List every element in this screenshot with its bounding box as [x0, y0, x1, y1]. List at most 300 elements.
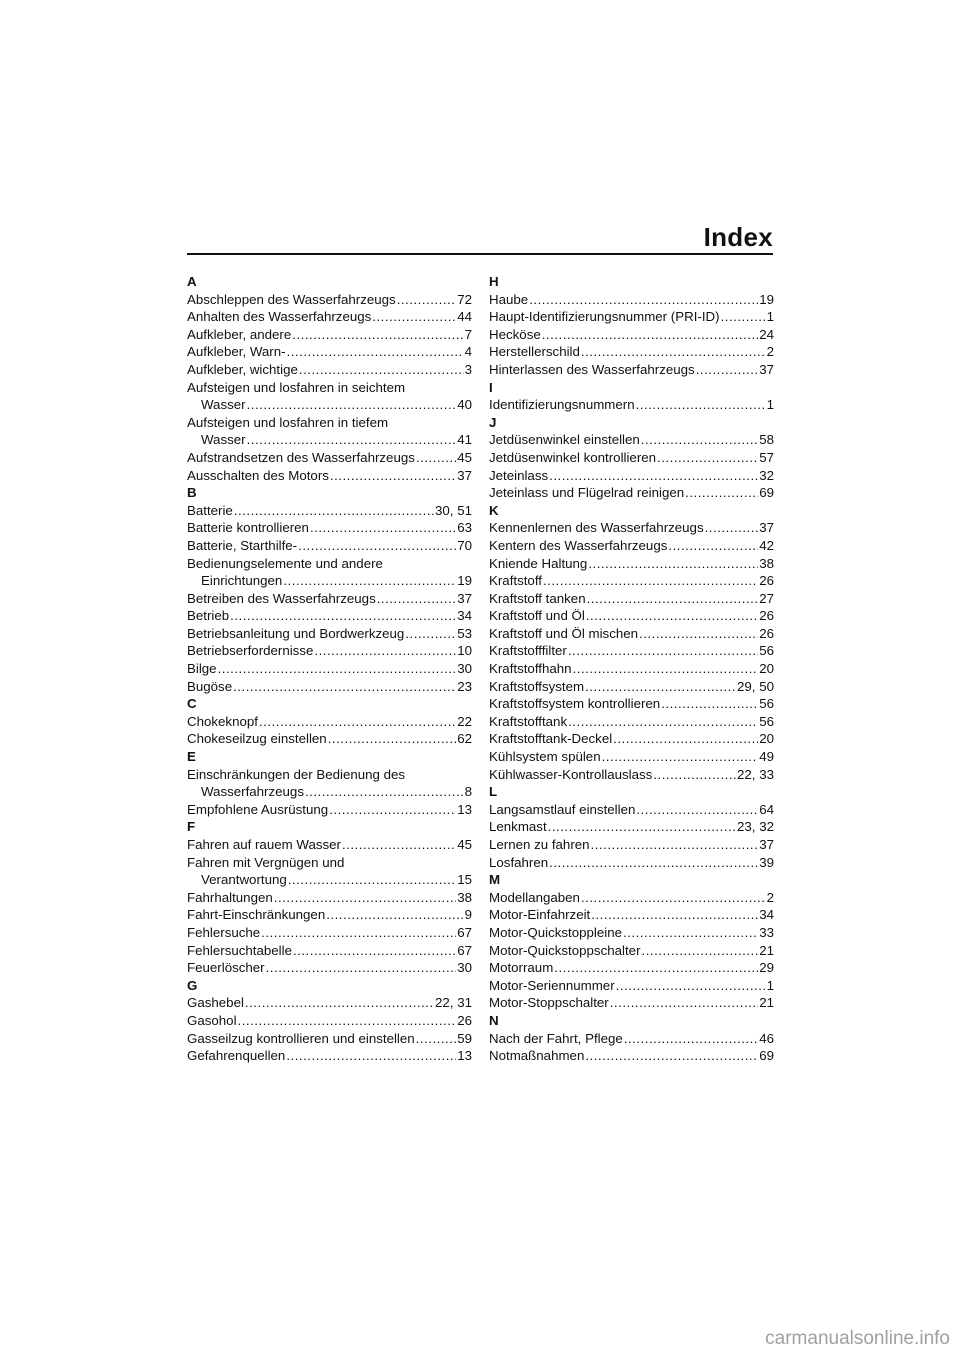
- index-entry-page: 29, 50: [737, 678, 774, 694]
- index-entry-label: Wasser: [201, 397, 246, 413]
- index-entry: [489, 801, 774, 819]
- dot-leader: [298, 537, 456, 555]
- dot-leader: [247, 396, 457, 414]
- dot-leader: [238, 1012, 457, 1030]
- index-entry-page: 42: [759, 537, 774, 553]
- dot-leader: [653, 766, 736, 784]
- index-section-letter: G: [187, 977, 198, 993]
- index-entry: [187, 836, 472, 854]
- index-entry-label: Langsamstlauf einstellen: [489, 801, 636, 817]
- dot-leader: [661, 695, 758, 713]
- dot-leader: [548, 818, 736, 836]
- index-entry-page: 22: [457, 713, 472, 729]
- dot-leader: [602, 748, 759, 766]
- index-entry: [187, 572, 472, 590]
- index-entry-page: 38: [759, 555, 774, 571]
- dot-leader: [623, 924, 758, 942]
- index-entry-label: Batterie kontrollieren: [187, 520, 309, 536]
- index-entry-page: 21: [759, 995, 774, 1011]
- index-entry-label: Chokeseilzug einstellen: [187, 731, 327, 747]
- index-entry-label: Gashebel: [187, 995, 244, 1011]
- index-column-left: [187, 273, 472, 1065]
- index-entry-page: 30: [457, 960, 472, 976]
- index-entry-label: Haupt-Identifizierungsnummer (PRI-ID): [489, 309, 720, 325]
- dot-leader: [639, 625, 758, 643]
- index-entry-label: Jetdüsenwinkel einstellen: [489, 432, 640, 448]
- dot-leader: [696, 361, 759, 379]
- index-entry-label: Kühlwasser-Kontrollauslass: [489, 766, 653, 782]
- index-entry: [489, 836, 774, 854]
- index-entry: [489, 642, 774, 660]
- index-entry-label: Batterie: [187, 502, 233, 518]
- index-entry-page: 40: [457, 397, 472, 413]
- dot-leader: [542, 326, 758, 344]
- index-entry-page: 26: [759, 608, 774, 624]
- index-entry-label: Gefahrenquellen: [187, 1048, 286, 1064]
- index-entry-page: 22, 33: [737, 766, 774, 782]
- index-entry-page: 53: [457, 625, 472, 641]
- dot-leader: [416, 1030, 457, 1048]
- dot-leader: [286, 1047, 456, 1065]
- dot-leader: [330, 467, 456, 485]
- dot-leader: [245, 994, 434, 1012]
- index-entry-page: 10: [457, 643, 472, 659]
- index-entry: [489, 959, 774, 977]
- index-entry: [187, 431, 472, 449]
- index-entry-page: 38: [457, 889, 472, 905]
- index-entry-page: 49: [759, 749, 774, 765]
- index-entry: [187, 308, 472, 326]
- index-entry-label: Gasohol: [187, 1012, 237, 1028]
- dot-leader: [314, 642, 456, 660]
- index-entry-page: 62: [457, 731, 472, 747]
- index-entry: [489, 678, 774, 696]
- index-entry-label: Betreiben des Wasserfahrzeugs: [187, 590, 376, 606]
- index-entry-label: Anhalten des Wasserfahrzeugs: [187, 309, 372, 325]
- index-entry-label: Wasserfahrzeugs: [201, 784, 304, 800]
- index-entry-label: Motor-Quickstoppleine: [489, 924, 623, 940]
- index-entry-label: Motor-Seriennummer: [489, 977, 615, 993]
- index-entry: [489, 854, 774, 872]
- index-section-letter: E: [187, 749, 196, 765]
- dot-leader: [397, 291, 457, 309]
- dot-leader: [721, 308, 766, 326]
- index-entry: [187, 889, 472, 907]
- index-entry-page: 19: [457, 573, 472, 589]
- index-entry: [187, 1047, 472, 1065]
- dot-leader: [616, 977, 766, 995]
- index-entry-page: 23, 32: [737, 819, 774, 835]
- index-section-letter: I: [489, 379, 493, 395]
- index-entry: [187, 801, 472, 819]
- dot-leader: [587, 590, 759, 608]
- dot-leader: [624, 1030, 758, 1048]
- index-entry-label: Verantwortung: [201, 872, 287, 888]
- index-entry: [489, 590, 774, 608]
- index-entry-page: 37: [457, 590, 472, 606]
- index-entry-page: 64: [759, 801, 774, 817]
- index-entry-page: 58: [759, 432, 774, 448]
- index-entry-page: 67: [457, 942, 472, 958]
- dot-leader: [218, 660, 457, 678]
- index-entry-page: 45: [457, 837, 472, 852]
- dot-leader: [377, 590, 456, 608]
- index-entry-label: Lenkmast: [489, 819, 547, 835]
- index-entry-label: Betriebserfordernisse: [187, 643, 314, 659]
- dot-leader: [588, 555, 758, 573]
- index-section-letter: B: [187, 485, 197, 501]
- dot-leader: [288, 871, 456, 889]
- index-entry: [187, 924, 472, 942]
- index-entry-label: Kraftstoffsystem: [489, 678, 585, 694]
- index-entry-label: Aufkleber, andere: [187, 326, 292, 342]
- index-entry-label: Motor-Stoppschalter: [489, 995, 609, 1011]
- dot-leader: [305, 783, 464, 801]
- index-entry: [489, 660, 774, 678]
- index-entry: [489, 343, 774, 361]
- index-entry-page: 44: [457, 309, 472, 325]
- dot-leader: [568, 713, 758, 731]
- index-entry: [489, 431, 774, 449]
- index-entry-label-line1: Fahren mit Vergnügen und: [187, 854, 345, 870]
- index-entry-label: Kraftstoffsystem kontrollieren: [489, 696, 661, 712]
- index-entry-label: Kniende Haltung: [489, 555, 588, 571]
- index-entry-label: Kraftstofffilter: [489, 643, 567, 659]
- dot-leader: [299, 361, 464, 379]
- index-entry-label: Chokeknopf: [187, 713, 258, 729]
- index-entry-label: Bugöse: [187, 678, 233, 694]
- index-entry-page: 26: [457, 1012, 472, 1028]
- index-entry-page: 34: [759, 907, 774, 923]
- index-entry-page: 37: [759, 520, 774, 536]
- index-entry-page: 45: [457, 449, 472, 465]
- index-entry-page: 59: [457, 1030, 472, 1046]
- dot-leader: [549, 854, 758, 872]
- dot-leader: [416, 449, 456, 467]
- dot-leader: [529, 291, 758, 309]
- index-entry-page: 22, 31: [435, 995, 472, 1011]
- dot-leader: [543, 572, 758, 590]
- index-entry-label: Haube: [489, 291, 529, 307]
- dot-leader: [657, 449, 758, 467]
- dot-leader: [581, 343, 766, 361]
- index-entry: [187, 959, 472, 977]
- index-entry-label: Gasseilzug kontrollieren und einstellen: [187, 1030, 415, 1046]
- index-entry-label: Kraftstoff tanken: [489, 590, 586, 606]
- index-entry-label: Kentern des Wasserfahrzeugs: [489, 537, 668, 553]
- index-entry-page: 34: [457, 608, 472, 624]
- index-entry-page: 20: [759, 661, 774, 677]
- index-entry: [187, 519, 472, 537]
- dot-leader: [274, 889, 456, 907]
- index-entry: [187, 607, 472, 625]
- index-entry: [187, 1012, 472, 1030]
- index-entry-page: 72: [457, 291, 472, 307]
- dot-leader: [610, 994, 758, 1012]
- index-entry-label: Kennenlernen des Wasserfahrzeugs: [489, 520, 704, 536]
- dot-leader: [585, 678, 736, 696]
- index-entry-label: Wasser: [201, 432, 246, 448]
- index-entry: [489, 766, 774, 784]
- dot-leader: [292, 326, 463, 344]
- dot-leader: [585, 1047, 758, 1065]
- dot-leader: [591, 836, 759, 854]
- dot-leader: [310, 519, 456, 537]
- index-entry-label: Bilge: [187, 661, 217, 677]
- dot-leader: [613, 730, 758, 748]
- index-entry-page: 24: [759, 326, 774, 342]
- index-entry: [489, 748, 774, 766]
- index-entry-page: 39: [759, 854, 774, 870]
- dot-leader: [642, 942, 759, 960]
- index-entry-label: Herstellerschild: [489, 344, 580, 360]
- index-entry-page: 23: [457, 678, 472, 694]
- dot-leader: [549, 467, 758, 485]
- index-entry-label: Kühlsystem spülen: [489, 749, 601, 765]
- index-entry-label: Kraftstofftank-Deckel: [489, 731, 613, 747]
- index-entry-label-line1: Einschränkungen der Bedienung des: [187, 766, 406, 782]
- index-entry-label: Fahrhaltungen: [187, 889, 273, 905]
- index-entry-page: 46: [759, 1030, 774, 1046]
- dot-leader: [586, 607, 758, 625]
- dot-leader: [247, 431, 457, 449]
- index-entry-label: Aufkleber, Warn-: [187, 344, 286, 360]
- index-entry-page: 30, 51: [435, 502, 472, 518]
- index-entry: [187, 537, 472, 555]
- index-entry-page: 69: [759, 485, 774, 501]
- index-entry: [489, 730, 774, 748]
- index-entry-label: Notmaßnahmen: [489, 1048, 585, 1064]
- index-section-letter: A: [187, 274, 197, 289]
- index-entry-page: 1: [766, 977, 774, 993]
- index-entry-page: 56: [759, 713, 774, 729]
- index-entry-page: 2: [766, 889, 774, 905]
- index-section-letter: C: [187, 696, 197, 712]
- dot-leader: [405, 625, 456, 643]
- index-entry-page: 15: [457, 872, 472, 888]
- title-rule: [187, 253, 773, 255]
- index-entry: [187, 994, 472, 1012]
- index-section-letter: L: [489, 784, 498, 800]
- index-entry: [187, 906, 472, 924]
- index-entry: [187, 660, 472, 678]
- index-entry-page: 4: [464, 344, 472, 360]
- index-entry-label: Kraftstofftank: [489, 713, 568, 729]
- dot-leader: [342, 836, 456, 854]
- index-entry-label: Motor-Quickstoppschalter: [489, 942, 641, 958]
- index-entry-label: Nach der Fahrt, Pflege: [489, 1030, 623, 1046]
- index-entry: [187, 361, 472, 379]
- index-entry: [187, 783, 472, 801]
- index-entry-page: 2: [766, 344, 774, 360]
- dot-leader: [568, 642, 758, 660]
- index-entry: [489, 519, 774, 537]
- index-entry-page: 69: [759, 1048, 774, 1064]
- index-entry-page: 32: [759, 467, 774, 483]
- index-entry: [187, 449, 472, 467]
- index-entry-page: 56: [759, 643, 774, 659]
- index-entry: [489, 572, 774, 590]
- dot-leader: [287, 343, 464, 361]
- index-entry-label: Abschleppen des Wasserfahrzeugs: [187, 291, 396, 307]
- index-entry: [489, 607, 774, 625]
- dot-leader: [261, 924, 456, 942]
- dot-leader: [581, 889, 766, 907]
- index-entry: [489, 818, 774, 836]
- index-section-letter: J: [489, 414, 497, 430]
- index-entry: [187, 343, 472, 361]
- index-entry: [489, 1030, 774, 1048]
- index-entry-page: 1: [766, 397, 774, 413]
- index-entry-label: Kraftstoff und Öl mischen: [489, 625, 639, 641]
- index-entry-label: Jeteinlass und Flügelrad reinigen: [489, 485, 685, 501]
- dot-leader: [372, 308, 456, 326]
- index-section-letter: H: [489, 274, 499, 289]
- index-entry: [489, 695, 774, 713]
- dot-leader: [293, 942, 456, 960]
- index-entry: [489, 555, 774, 573]
- index-entry: [187, 467, 472, 485]
- index-entry-page: 8: [464, 784, 472, 800]
- index-entry: [489, 942, 774, 960]
- index-entry-label: Kraftstoff und Öl: [489, 608, 585, 624]
- index-entry: [489, 889, 774, 907]
- index-entry: [187, 590, 472, 608]
- index-entry-page: 13: [457, 801, 472, 817]
- index-entry-page: 1: [766, 309, 774, 325]
- dot-leader: [668, 537, 758, 555]
- index-entry: [187, 396, 472, 414]
- index-entry-label: Feuerlöscher: [187, 960, 265, 976]
- index-entry-page: 63: [457, 520, 472, 536]
- index-entry: [489, 291, 774, 309]
- index-entry-label-line1: Bedienungselemente und andere: [187, 555, 383, 571]
- index-entry-page: 37: [457, 467, 472, 483]
- dot-leader: [641, 431, 758, 449]
- index-entry: [187, 1030, 472, 1048]
- dot-leader: [705, 519, 759, 537]
- index-entry: [187, 625, 472, 643]
- index-entry-label: Hinterlassen des Wasserfahrzeugs: [489, 361, 695, 377]
- index-entry-label: Aufkleber, wichtige: [187, 361, 298, 377]
- index-entry-page: 27: [759, 590, 774, 606]
- index-entry-label-line1: Aufsteigen und losfahren in seichtem: [187, 379, 406, 395]
- index-entry: [187, 871, 472, 889]
- index-entry: [489, 537, 774, 555]
- dot-leader: [230, 607, 456, 625]
- index-entry: [187, 642, 472, 660]
- index-entry-label: Modellangaben: [489, 889, 580, 905]
- index-entry-label-line1: Aufsteigen und losfahren in tiefem: [187, 414, 389, 430]
- index-entry-page: 70: [457, 537, 472, 553]
- index-entry: [489, 1047, 774, 1065]
- index-entry: [489, 713, 774, 731]
- index-entry-label: Lernen zu fahren: [489, 837, 590, 852]
- index-entry: [187, 678, 472, 696]
- index-entry-label: Empfohlene Ausrüstung: [187, 801, 329, 817]
- index-entry-page: 26: [759, 625, 774, 641]
- index-entry-label: Fahren auf rauem Wasser: [187, 837, 341, 852]
- index-entry-label: Betrieb: [187, 608, 230, 624]
- index-entry-label: Fahrt-Einschränkungen: [187, 907, 326, 923]
- index-entry-label: Einrichtungen: [201, 573, 283, 589]
- index-entry-page: 29: [759, 960, 774, 976]
- dot-leader: [328, 730, 457, 748]
- index-entry: [489, 484, 774, 502]
- index-entry: [489, 924, 774, 942]
- index-entry: [489, 625, 774, 643]
- index-entry-label: Motorraum: [489, 960, 554, 976]
- dot-leader: [329, 801, 456, 819]
- index-entry-page: 56: [759, 696, 774, 712]
- index-entry-page: 37: [759, 837, 774, 852]
- dot-leader: [233, 678, 456, 696]
- index-entry-label: Betriebsanleitung und Bordwerkzeug: [187, 625, 405, 641]
- index-entry-label: Motor-Einfahrzeit: [489, 907, 591, 923]
- index-entry-label: Fehlersuchtabelle: [187, 942, 292, 958]
- index-entry: [187, 291, 472, 309]
- index-entry-page: 41: [457, 432, 472, 448]
- index-entry: [187, 942, 472, 960]
- index-section-letter: N: [489, 1012, 499, 1028]
- index-entry-page: 26: [759, 573, 774, 589]
- index-entry-label: Fehlersuche: [187, 924, 261, 940]
- index-entry-label: Jeteinlass: [489, 467, 549, 483]
- dot-leader: [326, 906, 463, 924]
- index-entry: [489, 467, 774, 485]
- index-entry: [489, 326, 774, 344]
- dot-leader: [283, 572, 456, 590]
- index-entry-label: Losfahren: [489, 854, 549, 870]
- dot-leader: [259, 713, 456, 731]
- index-entry-page: 19: [759, 291, 774, 307]
- index-entry-label: Jetdüsenwinkel kontrollieren: [489, 449, 657, 465]
- index-entry-page: 21: [759, 942, 774, 958]
- dot-leader: [573, 660, 759, 678]
- index-column-right: [489, 273, 774, 1065]
- index-entry: [489, 396, 774, 414]
- index-entry: [489, 361, 774, 379]
- index-entry-page: 30: [457, 661, 472, 677]
- index-entry-page: 13: [457, 1048, 472, 1064]
- index-entry-page: 33: [759, 924, 774, 940]
- index-entry-label: Kraftstoffhahn: [489, 661, 572, 677]
- index-entry: [187, 713, 472, 731]
- index-entry: [187, 502, 472, 520]
- index-entry: [187, 326, 472, 344]
- index-section-letter: M: [489, 872, 501, 888]
- index-entry: [489, 977, 774, 995]
- page-title: Index: [703, 222, 773, 252]
- index-entry: [489, 308, 774, 326]
- index-section-letter: F: [187, 819, 196, 835]
- index-entry: [187, 730, 472, 748]
- index-entry: [489, 906, 774, 924]
- index-entry: [489, 449, 774, 467]
- index-entry-label: Aufstrandsetzen des Wasserfahrzeugs: [187, 449, 415, 465]
- index-entry-page: 7: [464, 326, 472, 342]
- index-entry-page: 37: [759, 361, 774, 377]
- index-entry-label: Hecköse: [489, 326, 541, 342]
- index-entry-page: 20: [759, 731, 774, 747]
- index-entry-page: 3: [464, 361, 472, 377]
- dot-leader: [554, 959, 758, 977]
- dot-leader: [636, 801, 758, 819]
- dot-leader: [591, 906, 758, 924]
- index-section-letter: K: [489, 502, 499, 518]
- index-entry-page: 67: [457, 924, 472, 940]
- watermark: carmanualsonline.info: [765, 1328, 950, 1349]
